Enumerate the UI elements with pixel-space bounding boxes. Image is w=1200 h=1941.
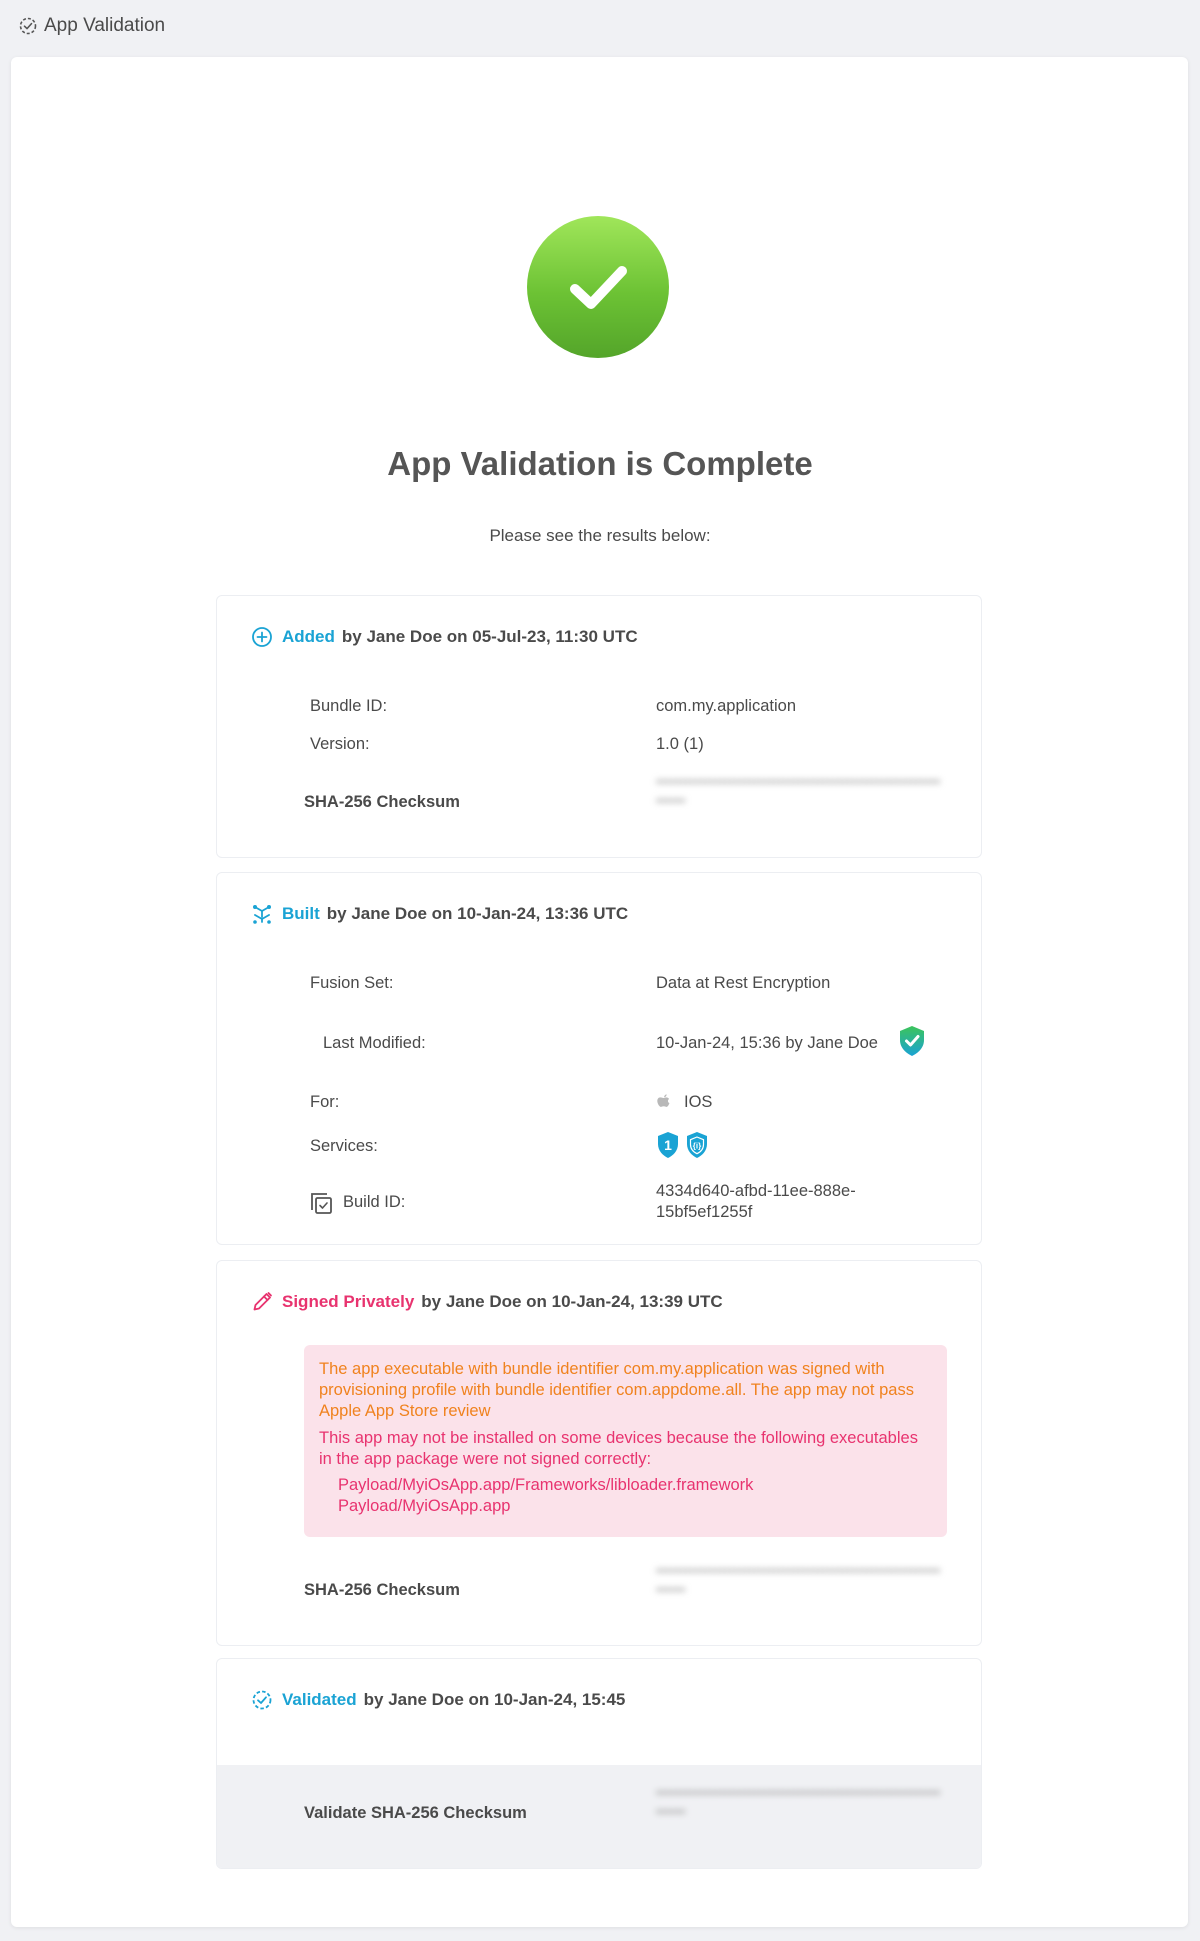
shield-one-icon[interactable] xyxy=(656,1131,680,1159)
fusion-set-value: Data at Rest Encryption xyxy=(656,974,831,992)
signed-card xyxy=(216,1260,982,1646)
build-id-copy-icon[interactable] xyxy=(310,1191,334,1215)
validated-action-label: Validated xyxy=(282,1690,357,1709)
checksum-value-redacted: •••••••••••••••••••••••••••••••••••••••••••••••••••••••••••••••• xyxy=(656,773,941,808)
validate-checksum-value-redacted: •••••••••••••••••••••••••••••••••••••••••••••••••••••••••••••••• xyxy=(656,1784,941,1819)
build-tree-icon xyxy=(251,903,273,925)
platform-value: IOS xyxy=(684,1093,713,1111)
dashed-check-circle-icon xyxy=(18,16,38,36)
added-by-text: by Jane Doe on 05-Jul-23, 11:30 UTC xyxy=(341,627,638,646)
signed-header xyxy=(251,1291,723,1313)
build-id-line-2: 15bf5ef1255f xyxy=(656,1203,753,1221)
built-card xyxy=(216,872,982,1245)
signed-by-text: by Jane Doe on 10-Jan-24, 13:39 UTC xyxy=(421,1292,723,1311)
added-card xyxy=(216,595,982,858)
validate-checksum-label: Validate SHA-256 Checksum xyxy=(304,1804,527,1822)
build-id-value xyxy=(656,1181,856,1223)
built-action-label: Built xyxy=(282,904,320,923)
built-header xyxy=(251,903,628,925)
last-modified-value: 10-Jan-24, 15:36 by Jane Doe xyxy=(656,1034,878,1052)
svg-text:1: 1 xyxy=(664,1137,672,1153)
fusion-set-label: Fusion Set: xyxy=(310,974,394,992)
bundle-id-value: com.my.application xyxy=(656,697,797,715)
bundle-id-label: Bundle ID: xyxy=(310,697,388,715)
built-by-text: by Jane Doe on 10-Jan-24, 13:36 UTC xyxy=(326,904,629,923)
build-id-label: Build ID: xyxy=(343,1193,406,1211)
version-label: Version: xyxy=(310,735,370,753)
plus-circle-icon xyxy=(251,626,273,648)
dashed-check-circle-icon xyxy=(251,1689,273,1711)
version-value: 1.0 (1) xyxy=(656,735,704,753)
for-label: For: xyxy=(310,1093,340,1111)
unsigned-path-item: Payload/MyiOsApp.app/Frameworks/libloader.framework xyxy=(338,1476,754,1494)
services-label: Services: xyxy=(310,1137,378,1155)
signed-action-label: Signed Privately xyxy=(282,1292,415,1311)
completion-subtitle: Please see the results below: xyxy=(489,526,711,545)
added-header xyxy=(251,626,638,648)
validated-card xyxy=(216,1658,982,1869)
build-id-line-1: 4334d640-afbd-11ee-888e- xyxy=(656,1182,856,1200)
install-warning: This app may not be installed on some devices because the following executables in the app package were not signed correctly: xyxy=(319,1429,918,1468)
validated-header xyxy=(251,1689,625,1711)
success-check-icon xyxy=(527,216,669,358)
page-title: App Validation xyxy=(44,15,166,36)
store-review-warning: The app executable with bundle identifier com.my.application was signed with provisioning profile with bundle identifier com.appdome.all. The app may not pass Apple App Store review xyxy=(319,1360,914,1420)
shield-code-icon[interactable] xyxy=(685,1131,709,1159)
checksum-label: SHA-256 Checksum xyxy=(304,793,460,811)
unsigned-path-item: Payload/MyiOsApp.app xyxy=(338,1497,511,1515)
unsigned-paths-list xyxy=(319,1475,932,1517)
page-header xyxy=(0,0,1200,52)
pen-icon xyxy=(251,1291,273,1313)
validate-checksum-row xyxy=(217,1765,981,1869)
last-modified-label: Last Modified: xyxy=(323,1034,426,1052)
validated-by-text: by Jane Doe on 10-Jan-24, 15:45 xyxy=(363,1690,626,1709)
verified-shield-icon xyxy=(898,1025,926,1057)
added-action-label: Added xyxy=(282,627,335,646)
apple-icon xyxy=(656,1093,672,1111)
signed-checksum-label: SHA-256 Checksum xyxy=(304,1581,460,1599)
completion-title: App Validation is Complete xyxy=(387,445,813,482)
signed-checksum-value-redacted: •••••••••••••••••••••••••••••••••••••••••••••••••••••••••••••••• xyxy=(656,1562,941,1597)
signing-warning-box xyxy=(304,1345,947,1537)
svg-text:{i}: {i} xyxy=(692,1141,702,1151)
